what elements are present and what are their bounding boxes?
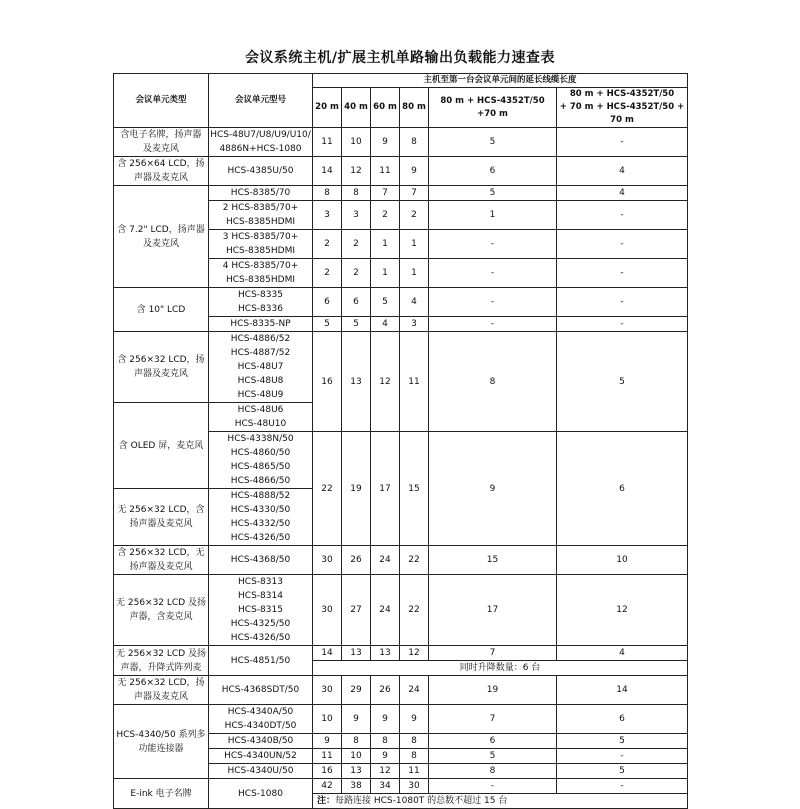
- table-cell: 22: [400, 546, 429, 575]
- table-cell: 12: [400, 646, 429, 661]
- table-cell: HCS-4368SDT/50: [209, 676, 313, 705]
- table-cell: -: [429, 230, 557, 259]
- table-cell: -: [429, 779, 557, 794]
- table-cell: 3: [342, 201, 371, 230]
- table-row: [114, 779, 688, 794]
- page-title: 会议系统主机/扩展主机单路输出负载能力速查表: [244, 50, 556, 66]
- table-cell: 15: [429, 546, 557, 575]
- table-cell: 8: [400, 734, 429, 749]
- table-row: [114, 676, 688, 705]
- table-cell: 1: [371, 259, 400, 288]
- table-cell: 4: [557, 646, 688, 661]
- table-row: [114, 128, 688, 157]
- table-cell: 24: [371, 546, 400, 575]
- table-cell: 无 256×32 LCD，扬 声器及麦克风: [114, 676, 209, 705]
- table-cell: HCS-4340/50 系列多 功能连接器: [114, 705, 209, 779]
- table-cell: 2 HCS-8385/70+ HCS-8385HDMI: [209, 201, 313, 230]
- table-cell: 30: [313, 575, 342, 646]
- table-cell: 24: [371, 575, 400, 646]
- table-cell: -: [557, 288, 688, 317]
- table-cell: -: [557, 259, 688, 288]
- table-cell: 5: [429, 128, 557, 157]
- table-cell: 19: [342, 432, 371, 546]
- table-note: [313, 794, 688, 809]
- table-cell: 7: [371, 186, 400, 201]
- table-cell: 10: [342, 749, 371, 764]
- table-cell: 42: [313, 779, 342, 794]
- table-cell: 5: [557, 734, 688, 749]
- table-cell: E-ink 电子名牌: [114, 779, 209, 809]
- table-cell: 3 HCS-8385/70+ HCS-8385HDMI: [209, 230, 313, 259]
- table-body: [114, 74, 688, 809]
- table-cell: 2: [400, 201, 429, 230]
- table-cell: 26: [342, 546, 371, 575]
- column-header: 80 m + HCS-4352T/50 +70 m: [429, 88, 557, 128]
- table-cell: 6: [429, 157, 557, 186]
- table-cell: -: [557, 230, 688, 259]
- table-cell: 1: [429, 201, 557, 230]
- table-cell: 6: [313, 288, 342, 317]
- table-row: [114, 288, 688, 317]
- table-cell: HCS-8335 HCS-8336: [209, 288, 313, 317]
- table-cell: 6: [342, 288, 371, 317]
- column-header: 会议单元型号: [209, 74, 313, 128]
- table-cell: 11: [313, 749, 342, 764]
- table-cell: 5: [342, 317, 371, 332]
- table-cell: 6: [429, 734, 557, 749]
- table-cell: 4: [557, 157, 688, 186]
- table-cell: HCS-4368/50: [209, 546, 313, 575]
- column-header: 主机至第一台会议单元间的延长线缆长度: [313, 74, 688, 88]
- table-cell: 11: [400, 764, 429, 779]
- table-cell: 34: [371, 779, 400, 794]
- table-cell: 3: [313, 201, 342, 230]
- table-cell: HCS-8385/70: [209, 186, 313, 201]
- table-cell: 2: [313, 230, 342, 259]
- column-header: 40 m: [342, 88, 371, 128]
- table-cell: 2: [342, 230, 371, 259]
- table-cell: 38: [342, 779, 371, 794]
- table-cell: -: [429, 317, 557, 332]
- table-cell: 11: [371, 157, 400, 186]
- table-cell: 9: [371, 128, 400, 157]
- table-cell: 30: [313, 546, 342, 575]
- table-cell: 30: [313, 676, 342, 705]
- table-cell: 13: [371, 646, 400, 661]
- table-cell: -: [557, 749, 688, 764]
- table-cell: 22: [400, 575, 429, 646]
- table-cell: 4: [557, 186, 688, 201]
- table-cell: HCS-8313 HCS-8314 HCS-8315 HCS-4325/50 HCS-4326/50: [209, 575, 313, 646]
- table-cell: HCS-4385U/50: [209, 157, 313, 186]
- table-cell: HCS-4340U/50: [209, 764, 313, 779]
- table-cell: 7: [429, 646, 557, 661]
- table-cell: 无 256×32 LCD，含 扬声器及麦克风: [114, 489, 209, 546]
- table-cell: 19: [429, 676, 557, 705]
- table-cell: 8: [429, 332, 557, 432]
- table-cell: 8: [400, 749, 429, 764]
- table-cell: 12: [342, 157, 371, 186]
- table-cell: 17: [371, 432, 400, 546]
- table-cell: 9: [371, 749, 400, 764]
- table-cell: 6: [557, 432, 688, 546]
- note-text: 每路连接 HCS-1080T 的总数不超过 15 台: [335, 796, 508, 806]
- table-cell: 13: [342, 332, 371, 432]
- table-cell: -: [429, 259, 557, 288]
- table-cell: HCS-4851/50: [209, 646, 313, 676]
- table-cell: 10: [557, 546, 688, 575]
- table-cell: 3: [400, 317, 429, 332]
- table-cell: 2: [313, 259, 342, 288]
- table-cell: -: [429, 288, 557, 317]
- table-cell: -: [557, 128, 688, 157]
- table-cell: 8: [342, 734, 371, 749]
- table-cell: HCS-8335-NP: [209, 317, 313, 332]
- table-cell: 26: [371, 676, 400, 705]
- table-cell: 13: [342, 764, 371, 779]
- table-cell: 8: [429, 764, 557, 779]
- table-cell: -: [557, 201, 688, 230]
- table-cell: 24: [400, 676, 429, 705]
- table-cell: 同时升降数量：6 台: [313, 661, 688, 676]
- table-row: [114, 705, 688, 734]
- table-row: [114, 157, 688, 186]
- table-cell: 6: [557, 705, 688, 734]
- table-cell: 含 256×32 LCD，无 扬声器及麦克风: [114, 546, 209, 575]
- table-cell: 17: [429, 575, 557, 646]
- table-cell: 4: [400, 288, 429, 317]
- table-cell: 22: [313, 432, 342, 546]
- table-cell: 27: [342, 575, 371, 646]
- table-cell: 无 256×32 LCD 及扬 声器，升降式阵列麦: [114, 646, 209, 676]
- table-cell: 5: [371, 288, 400, 317]
- table-cell: HCS-48U7/U8/U9/U10/ 4886N+HCS-1080: [209, 128, 313, 157]
- column-header: 80 m + HCS-4352T/50 + 70 m + HCS-4352T/50 + 70 m: [557, 88, 688, 128]
- table-cell: 8: [400, 128, 429, 157]
- table-cell: 2: [342, 259, 371, 288]
- table-row: [114, 546, 688, 575]
- table-cell: 11: [400, 332, 429, 432]
- table-row: [114, 646, 688, 661]
- table-cell: 4: [371, 317, 400, 332]
- table-cell: 5: [313, 317, 342, 332]
- table-cell: 10: [313, 705, 342, 734]
- table-row: [114, 186, 688, 201]
- table-cell: 含 256×64 LCD，扬 声器及麦克风: [114, 157, 209, 186]
- table-cell: 14: [313, 157, 342, 186]
- table-cell: 12: [371, 764, 400, 779]
- table-cell: HCS-1080: [209, 779, 313, 809]
- table-cell: 16: [313, 764, 342, 779]
- table-cell: 9: [429, 432, 557, 546]
- table-cell: 9: [342, 705, 371, 734]
- table-cell: HCS-4338N/50 HCS-4860/50 HCS-4865/50 HCS-4866/50: [209, 432, 313, 489]
- table-cell: 1: [400, 230, 429, 259]
- table-cell: 10: [342, 128, 371, 157]
- column-header: 20 m: [313, 88, 342, 128]
- column-header: 80 m: [400, 88, 429, 128]
- table-cell: 5: [557, 764, 688, 779]
- table-cell: 含 OLED 屏，麦克风: [114, 403, 209, 489]
- table-cell: 9: [400, 157, 429, 186]
- table-cell: 9: [400, 705, 429, 734]
- table-cell: -: [557, 317, 688, 332]
- table-cell: 14: [557, 676, 688, 705]
- table-cell: 13: [342, 646, 371, 661]
- table-cell: 5: [429, 186, 557, 201]
- table-cell: 12: [557, 575, 688, 646]
- table-cell: 含电子名牌，扬声器 及麦克风: [114, 128, 209, 157]
- table-cell: 5: [557, 332, 688, 432]
- table-cell: 含 256×32 LCD，扬 声器及麦克风: [114, 332, 209, 403]
- table-row: [114, 332, 688, 403]
- table-cell: 7: [429, 705, 557, 734]
- table-cell: 1: [400, 259, 429, 288]
- column-header: 60 m: [371, 88, 400, 128]
- table-cell: 9: [371, 705, 400, 734]
- load-capacity-table: [113, 73, 688, 809]
- table-cell: 2: [371, 201, 400, 230]
- table-row: [114, 575, 688, 646]
- table-cell: HCS-4886/52 HCS-4887/52 HCS-48U7 HCS-48U8 HCS-48U9: [209, 332, 313, 403]
- table-cell: 8: [342, 186, 371, 201]
- table-cell: 8: [371, 734, 400, 749]
- table-cell: 12: [371, 332, 400, 432]
- table-cell: HCS-48U6 HCS-48U10: [209, 403, 313, 432]
- table-cell: 14: [313, 646, 342, 661]
- table-cell: 8: [313, 186, 342, 201]
- table-cell: 无 256×32 LCD 及扬 声器，含麦克风: [114, 575, 209, 646]
- table-cell: HCS-4340A/50 HCS-4340DT/50: [209, 705, 313, 734]
- table-cell: 1: [371, 230, 400, 259]
- table-cell: -: [557, 779, 688, 794]
- table-cell: HCS-4888/52 HCS-4330/50 HCS-4332/50 HCS-4326/50: [209, 489, 313, 546]
- table-cell: 含 7.2" LCD，扬声器 及麦克风: [114, 186, 209, 288]
- table-cell: 5: [429, 749, 557, 764]
- table-cell: 7: [400, 186, 429, 201]
- column-header: 会议单元类型: [114, 74, 209, 128]
- table-cell: 29: [342, 676, 371, 705]
- table-cell: HCS-4340B/50: [209, 734, 313, 749]
- header-row: [114, 74, 688, 88]
- table-cell: 16: [313, 332, 342, 432]
- table-cell: 30: [400, 779, 429, 794]
- table-cell: HCS-4340UN/52: [209, 749, 313, 764]
- table-cell: 含 10" LCD: [114, 288, 209, 332]
- table-cell: 15: [400, 432, 429, 546]
- note-label: 注：: [317, 796, 336, 806]
- table-cell: 11: [313, 128, 342, 157]
- table-cell: 9: [313, 734, 342, 749]
- table-cell: 4 HCS-8385/70+ HCS-8385HDMI: [209, 259, 313, 288]
